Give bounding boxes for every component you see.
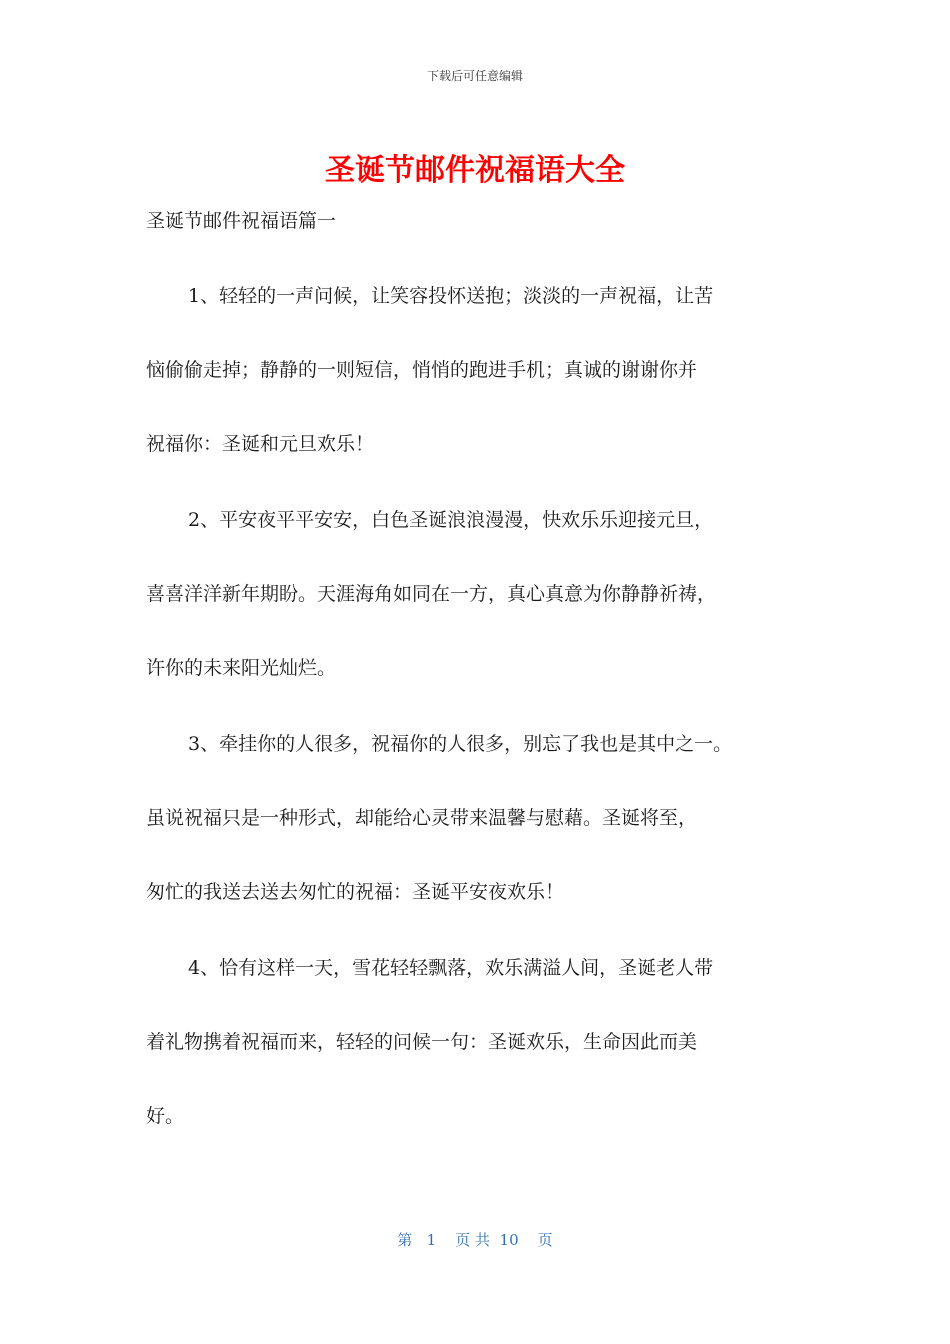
paragraph-line: 虽说祝福只是一种形式，却能给心灵带来温馨与慰藉。圣诞将至， [146,807,698,829]
paragraph-1 [146,259,826,481]
section-heading: 圣诞节邮件祝福语篇一 [146,210,337,232]
document-title: 圣诞节邮件祝福语大全 [325,153,625,188]
paragraph-line: 恼偷偷走掉；静静的一则短信，悄悄的跑进手机；真诚的谢谢你并 [146,359,698,381]
paragraph-3 [146,707,826,929]
paragraph-line: 1、轻轻的一声问候，让笑容投怀送抱；淡淡的一声祝福，让苦 [188,285,714,307]
paragraph-4 [146,931,826,1153]
paragraph-line: 着礼物携着祝福而来，轻轻的问候一句：圣诞欢乐，生命因此而美 [146,1031,698,1053]
paragraph-line: 好。 [146,1105,185,1127]
paragraph-line: 2、平安夜平平安安，白色圣诞浪浪漫漫，快欢乐乐迎接元旦， [188,509,714,531]
paragraph-line: 喜喜洋洋新年期盼。天涯海角如同在一方，真心真意为你静静祈祷， [146,583,717,605]
page-footer: 第 1 页 共 10 页 [397,1231,553,1249]
paragraph-line: 匆忙的我送去送去匆忙的祝福：圣诞平安夜欢乐！ [146,881,565,903]
paragraph-line: 许你的未来阳光灿烂。 [146,657,337,679]
paragraph-line: 祝福你：圣诞和元旦欢乐！ [146,433,375,455]
paragraph-line: 4、恰有这样一天，雪花轻轻飘落，欢乐满溢人间，圣诞老人带 [188,957,714,979]
paragraph-line: 3、牵挂你的人很多，祝福你的人很多，别忘了我也是其中之一。 [188,733,733,755]
header-note: 下载后可任意编辑 [426,69,523,83]
paragraph-2 [146,483,826,705]
